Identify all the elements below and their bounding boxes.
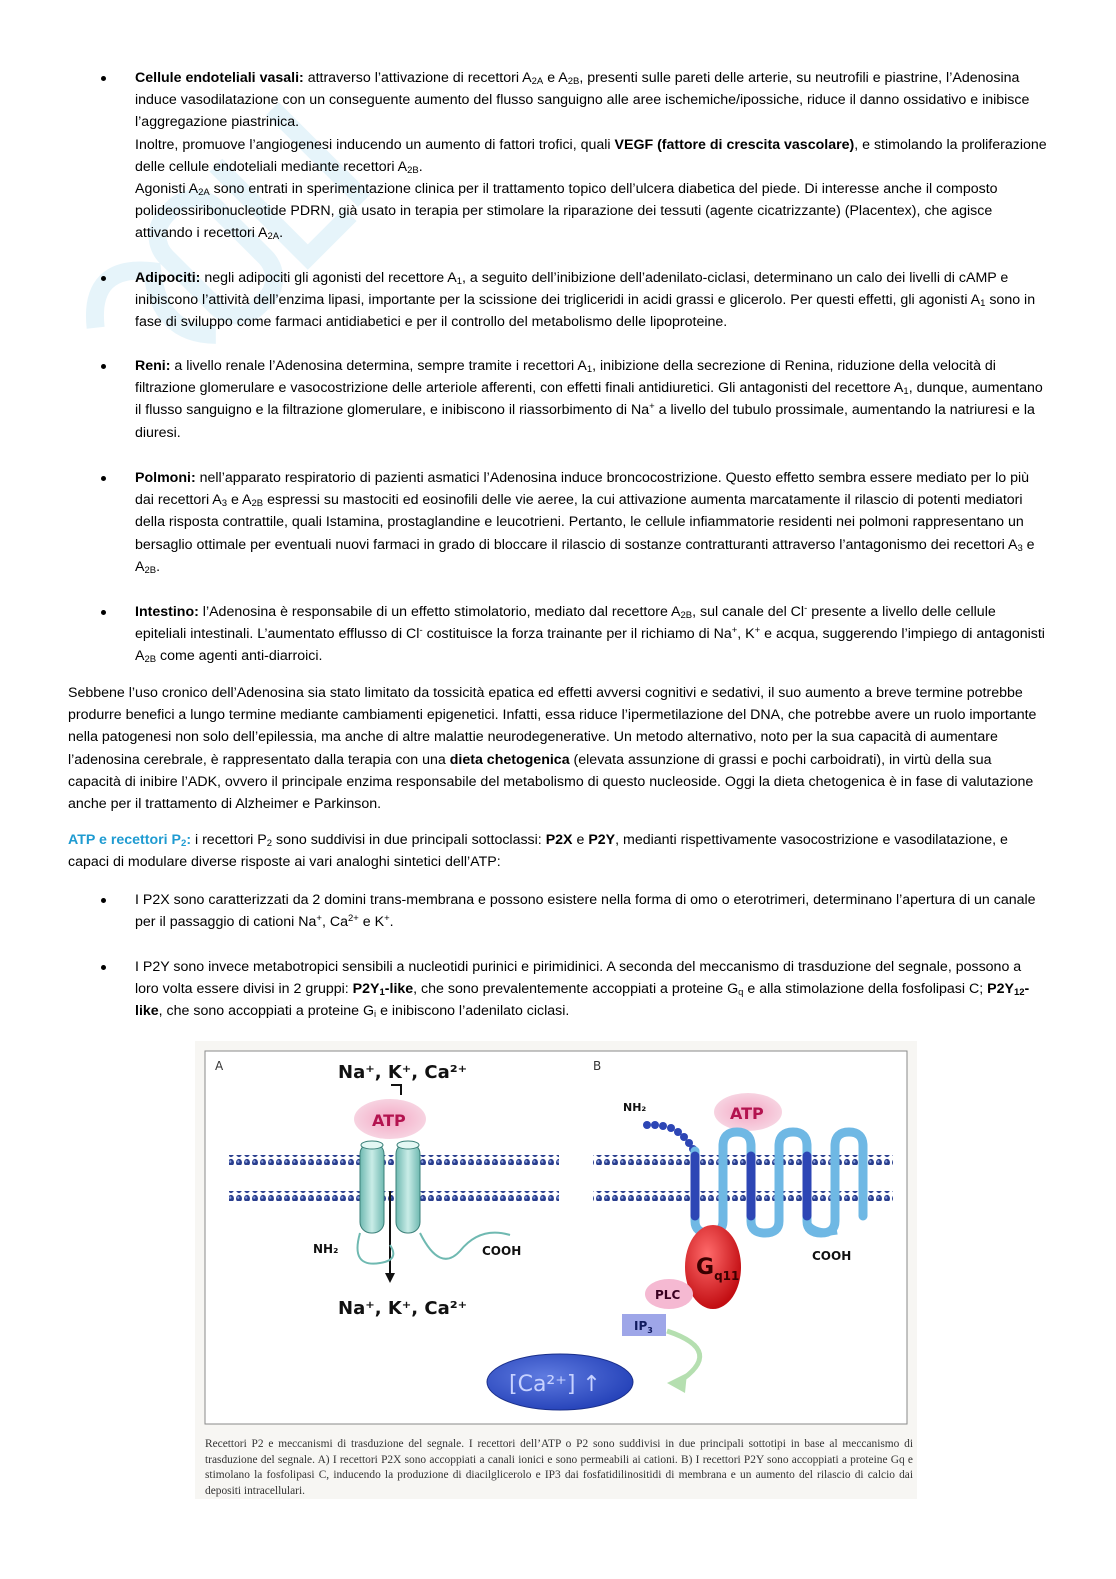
bullet-dot — [101, 610, 106, 615]
ions-intracellular: Na⁺, K⁺, Ca²⁺ — [338, 1298, 468, 1319]
channel-subunit-right — [396, 1143, 420, 1233]
atp-label-a: ATP — [372, 1111, 406, 1130]
bullet-dot — [101, 965, 106, 970]
bullet-dot — [101, 276, 106, 281]
membrane-b-bottom — [593, 1191, 893, 1201]
figure-caption: Recettori P2 e meccanismi di trasduzione del segnale. I recettori dell’ATP o P2 sono suddivisi in due principali sottotipi in base al meccanismo di trasduzione del segnale. A) I recettori P2X sono accoppiati a canali ionici e sono permeabili ai cationi. B) I recettori P2Y sono accoppiati a proteine Gq e stimolano la fosfolipasi C, inducendo la produzione di diacilglicerolo e IP3 dai fosfatidilinositidi di membrana e un aumento del rilascio di calcio dai depositi intracellulari. — [205, 1438, 913, 1497]
seven-transmembrane-receptor — [695, 1132, 863, 1233]
nh2-label-a: NH₂ — [313, 1242, 339, 1256]
atp-label-b: ATP — [730, 1104, 764, 1123]
membrane-a-bottom — [229, 1191, 559, 1201]
ions-extracellular: Na⁺, K⁺, Ca²⁺ — [338, 1062, 468, 1083]
calcium-label: [Ca²⁺] ↑ — [509, 1372, 601, 1397]
cooh-label-a: COOH — [482, 1244, 522, 1258]
paragraph-atp-receptors: ATP e recettori $P_2$: i recettori $P_2$ sono suddivisi in due principali sottoclassi: P2X e P2Y, medianti rispettivamente vasocostrizione e vasodilatazione, e capaci di modulare diverse risposte ai vari analoghi sintetici dell’ATP: — [68, 832, 1008, 871]
membrane-b-top — [593, 1155, 893, 1165]
nh2-label-b: NH₂ — [623, 1101, 647, 1114]
bullet-dot — [101, 476, 106, 481]
ip3-label: $IP_3$ — [634, 1319, 653, 1335]
bullet-lead: Cellule endoteliali vasali: — [135, 70, 304, 86]
plc-label: PLC — [655, 1288, 681, 1302]
bullet-adipocytes: Adipociti: negli adipociti gli agonisti del recettore $A_1$, a seguito dell’inibizione dell’adenilato-ciclasi, determinano un calo dei livelli di cAMP e inibiscono l’attività dell’enzima lipasi, importante per la scissione dei trigliceridi in acidi grassi e glicerolo. Per questi effetti, gli agonisti $A_1$ sono in fase di sviluppo come farmaci antidiabetici e per il controllo del metabolismo delle lipoproteine. — [68, 267, 1048, 334]
paragraph-ketogenic: Sebbene l’uso cronico dell’Adenosina sia stato limitato da tossicità epatica ed effetti avversi cognitivi e sedativi, il suo aumento a breve termine potrebbe produrre benefici a lungo termine mediante cambiamenti epigenetici. Infatti, essa riduce l’ipermetilazione del DNA, che potrebbe avere un ruolo importante nella patogenesi non solo dell’epilessia, ma anche di altre malattie neurodegenerative. Un metodo alternativo, noto per la sua capacità di aumentare l’adenosina cerebrale, è rappresentato dalla terapia con una dieta chetogenica (elevata assunzione di grassi e pochi carboidrati), in virtù della sua capacità di inibire l’ADK, ovvero il principale enzima responsabile del metabolismo di questo nucleoside. Oggi la dieta chetogenica è in fase di valutazione anche per il trattamento di Alzheimer e Parkinson. — [68, 685, 1037, 813]
cooh-label-b: COOH — [812, 1249, 852, 1263]
panel-a-label: A — [215, 1059, 224, 1073]
bullet-p2y: I P2Y sono invece metabotropici sensibili a nucleotidi purinici e pirimidinici. A seconda del meccanismo di trasduzione del segnale, possono a loro volta essere divisi in 2 gruppi: $P2Y_1$-like, che sono prevalentemente accoppiati a proteine $G_q$ e alla stimolazione della fosfolipasi C; $P2Y_{12}$-like, che sono accoppiati a proteine $G_i$ e inibiscono l’adenilato ciclasi. — [68, 956, 1048, 1023]
bullet-intestine: Intestino: l’Adenosina è responsabile di un effetto stimolatorio, mediato dal recettore $A_{2B}$, sul canale del Cl- presente a livello delle cellule epiteliali intestinali. L’aumentato efflusso di Cl- costituisce la forza trainante per il richiamo di Na+, K+ e acqua, suggerendo l’impiego di antagonisti $A_{2B}$ come agenti anti-diarroici. — [68, 601, 1048, 668]
receptor-figure — [195, 1041, 917, 1499]
bullet-endothelial: Cellule endoteliali vasali: attraverso l’attivazione di recettori $A_{2A}$ e $A_{2B}$, presenti sulle pareti delle arterie, su neutrofili e piastrine, l’Adenosina induce vasodilatazione con un conseguente aumento del flusso sanguigno alle aree ischemiche/ipossiche, riduce il danno ossidativo e inibisce l’aggregazione piastrinica. Inoltre, promuove l’angiogenesi inducendo un aumento di fattori trofici, quali VEGF (fattore di crescita vascolare), e stimolando la proliferazione delle cellule endoteliali mediante recettori $A_{2B}$. Agonisti $A_{2A}$ sono entrati in sperimentazione clinica per il trattamento topico dell’ulcera diabetica del piede. Di interesse anche il composto polideossiribonucleotide PDRN, già usato in terapia per stimolare la riparazione dei tessuti (agente cicatrizzante) (Placentex), che agisce attivando i recettori $A_{2A}$. — [68, 67, 1048, 245]
bullet-dot — [101, 364, 106, 369]
bullet-kidneys: Reni: a livello renale l’Adenosina determina, sempre tramite i recettori $A_1$, inibizione della secrezione di Renina, riduzione della velocità di filtrazione glomerulare e vasocostrizione delle arteriole afferenti, con effetti finali antidiuretici. Gli antagonisti del recettore $A_1$, dunque, aumentano il flusso sanguigno e la filtrazione glomerulare, e inibiscono il riassorbimento di Na+ a livello del tubulo prossimale, aumentando la natriuresi e la diuresi. — [68, 355, 1048, 444]
bullet-dot — [101, 898, 106, 903]
bullet-dot — [101, 76, 106, 81]
bullet-lungs: Polmoni: nell’apparato respiratorio di pazienti asmatici l’Adenosina induce broncocostrizione. Questo effetto sembra essere mediato per lo più dai recettori $A_3$ e $A_{2B}$ espressi su mastociti ed eosinofili delle vie aeree, la cui attivazione aumenta marcatamente il rilascio di potenti mediatori della risposta contrattile, quali Istamina, prostaglandine e leucotrieni. Pertanto, le cellule infiammatorie residenti nei polmoni rappresentano un bersaglio ottimale per eventuali nuovi farmaci in grado di bloccare il rilascio di sostanze contratturanti attraverso l’antagonismo dei recettori $A_3$ e $A_{2B}$. — [68, 467, 1048, 578]
panel-b-label: B — [593, 1059, 602, 1073]
channel-subunit-left — [360, 1143, 384, 1233]
receptor-diagram — [195, 1041, 917, 1499]
gq-label: $G_{q11}$ — [696, 1255, 740, 1283]
bullet-p2x: I P2X sono caratterizzati da 2 domini trans-membrana e possono esistere nella forma di omo o eterotrimeri, determinano l’apertura di un canale per il passaggio di cationi Na+, $Ca^{2+}$ e K+. — [68, 889, 1048, 933]
membrane-a-top — [229, 1155, 559, 1165]
